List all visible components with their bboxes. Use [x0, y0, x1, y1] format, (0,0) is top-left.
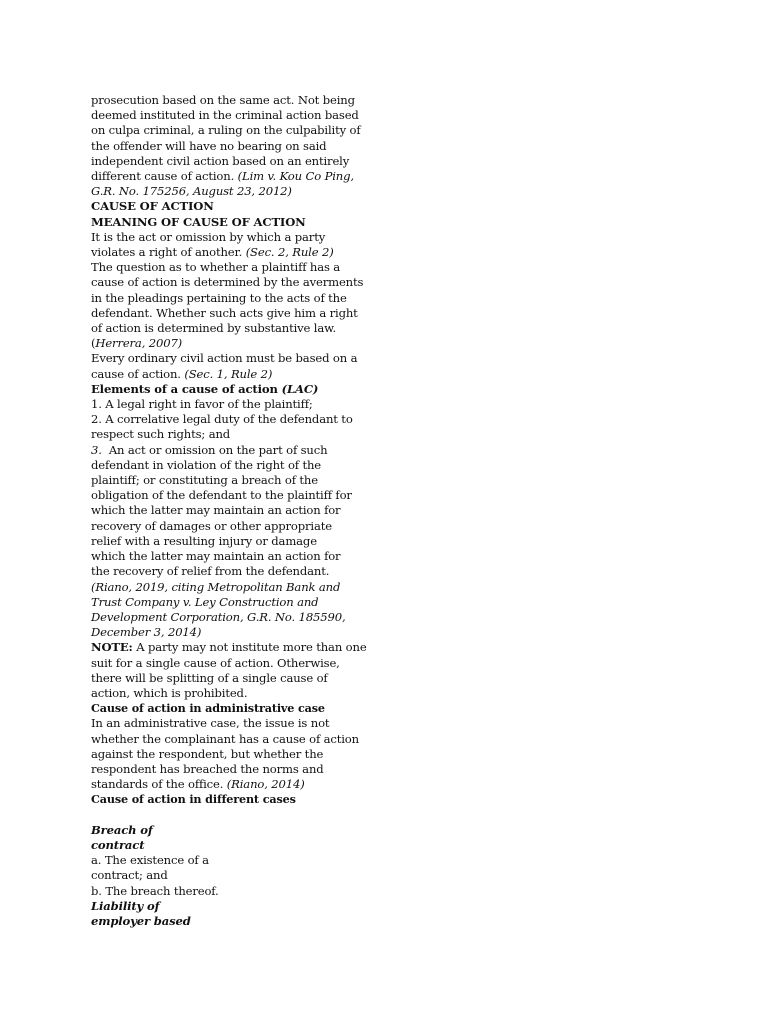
admin-heading: Cause of action in administrative case [91, 701, 325, 716]
paragraph-text: cause of action. [91, 366, 185, 381]
paragraph-text: different cause of action. [91, 169, 238, 184]
list-item [91, 443, 353, 458]
paragraph-text: standards of the office. [91, 777, 227, 792]
note-line: action, which is prohibited. [91, 685, 248, 700]
list-item: respect such rights; and [91, 427, 231, 442]
list-item: relief with a resulting injury or damage [91, 533, 317, 548]
elements-heading [91, 382, 353, 397]
note-line: there will be splitting of a single cause of [91, 670, 328, 685]
paragraph-line [91, 336, 353, 351]
list-item: recovery of damages or other appropriate [91, 518, 332, 533]
list-number: 3. [91, 442, 102, 457]
paragraph-line: defendant. Whether such acts give him a right [91, 305, 358, 320]
elements-heading-text: Elements of a cause of action [91, 381, 282, 396]
paragraph-text: ( [91, 336, 96, 351]
citation: Trust Company v. Ley Construction and [91, 594, 319, 609]
paragraph-line [91, 245, 353, 260]
citation: (Sec. 1, Rule 2) [184, 366, 273, 381]
list-item: b. The breach thereof. [91, 883, 219, 898]
citation: (Riano, 2019, citing Metropolitan Bank and [91, 579, 341, 594]
paragraph-line [91, 367, 353, 382]
paragraph-line: on culpa criminal, a ruling on the culpability of [91, 123, 361, 138]
paragraph-line: prosecution based on the same act. Not being [91, 93, 355, 107]
paragraph-line [91, 777, 353, 792]
citation: (Riano, 2014) [226, 777, 305, 792]
list-item: a. The existence of a [91, 853, 209, 868]
list-item: the recovery of relief from the defendant. [91, 564, 330, 579]
note-line: suit for a single cause of action. Otherwise, [91, 655, 340, 670]
breach-heading: contract [91, 837, 145, 852]
list-text: An act or omission on the part of such [101, 442, 328, 457]
citation: G.R. No. 175256, August 23, 2012) [91, 184, 292, 199]
paragraph-line [91, 169, 353, 184]
paragraph-line: The question as to whether a plaintiff has a [91, 260, 341, 275]
note-label: NOTE: [91, 640, 133, 655]
citation: (Sec. 2, Rule 2) [245, 245, 334, 260]
list-item: which the latter may maintain an action for [91, 549, 341, 564]
list-item: plaintiff; or constituting a breach of the [91, 473, 318, 488]
list-item: 1. A legal right in favor of the plaintiff; [91, 397, 313, 412]
paragraph-line: of action is determined by substantive law. [91, 321, 337, 336]
elements-heading-tag: (LAC) [281, 381, 319, 396]
list-item: defendant in violation of the right of the [91, 457, 322, 472]
paragraph-line: against the respondent, but whether the [91, 746, 324, 761]
different-cases-heading: Cause of action in different cases [91, 792, 296, 807]
list-item: contract; and [91, 868, 168, 883]
liability-heading: Liability of [91, 898, 160, 913]
note-line [91, 640, 367, 655]
liability-heading: employer based [91, 913, 191, 928]
paragraph-line: the offender will have no bearing on said [91, 138, 327, 153]
citation: Development Corporation, G.R. No. 185590, [91, 609, 346, 624]
note-text: A party may not institute more than one [132, 640, 367, 655]
paragraph-text: violates a right of another. [91, 245, 246, 260]
paragraph-line: whether the complainant has a cause of action [91, 731, 359, 746]
paragraph-line: It is the act or omission by which a party [91, 229, 326, 244]
breach-heading: Breach of [91, 822, 153, 837]
paragraph-line: cause of action is determined by the averments [91, 275, 364, 290]
text-column [91, 93, 367, 929]
section-heading: CAUSE OF ACTION [91, 199, 214, 214]
paragraph-line: independent civil action based on an entirely [91, 153, 350, 168]
citation: (Lim v. Kou Co Ping, [237, 169, 354, 184]
paragraph-line: Every ordinary civil action must be based on a [91, 351, 358, 366]
subsection-heading: MEANING OF CAUSE OF ACTION [91, 214, 306, 229]
list-item: 2. A correlative legal duty of the defendant to [91, 412, 353, 427]
citation: Herrera, 2007) [95, 336, 183, 351]
citation: December 3, 2014) [91, 625, 202, 640]
paragraph-line: respondent has breached the norms and [91, 761, 324, 776]
paragraph-line: deemed instituted in the criminal action based [91, 108, 359, 123]
list-item: obligation of the defendant to the plaintiff for [91, 488, 352, 503]
spacer [91, 808, 353, 823]
list-item: which the latter may maintain an action for [91, 503, 341, 518]
paragraph-line: in the pleadings pertaining to the acts of the [91, 290, 347, 305]
paragraph-line: In an administrative case, the issue is not [91, 716, 330, 731]
